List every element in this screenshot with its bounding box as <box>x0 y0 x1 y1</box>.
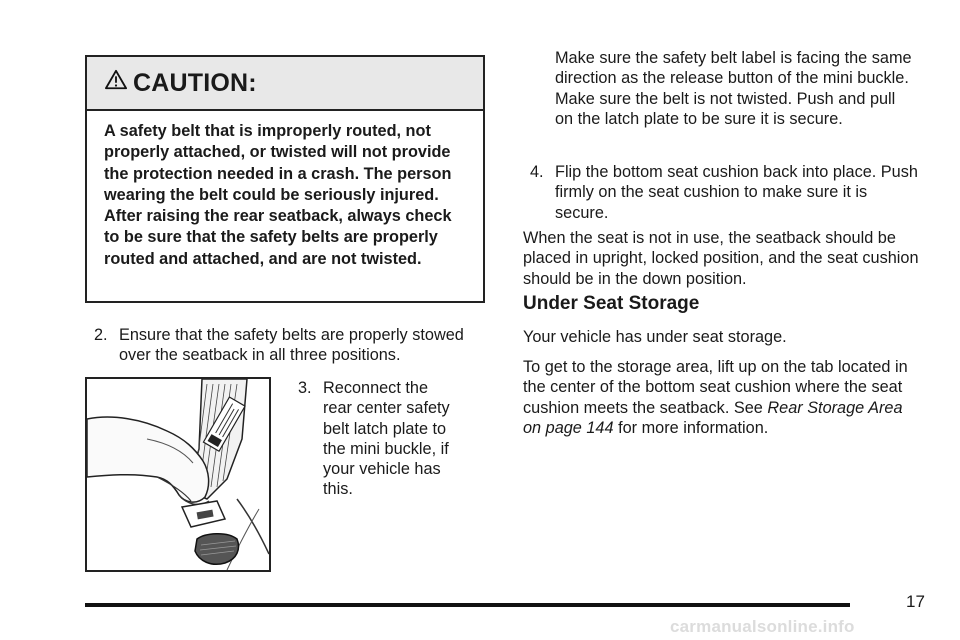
caution-box <box>85 55 485 303</box>
caution-header <box>87 57 483 111</box>
step-4 <box>530 162 925 223</box>
section-heading: Under Seat Storage <box>523 293 700 314</box>
under-seat-text: Your vehicle has under seat storage. <box>523 328 787 346</box>
seat-not-in-use-text: When the seat is not in use, the seatback should be placed in upright, locked position, and the seat cushion should be in the down position. <box>523 229 919 288</box>
step-3-continued: Make sure the safety belt label is facing the same direction as the release button of the mini buckle. Make sure the belt is not twisted. Push and pull on the latch plate to be sure it is secure. <box>555 49 912 128</box>
step-number: 3. <box>298 379 312 397</box>
hand-buckle-illustration <box>87 379 269 570</box>
storage-access-text-start: To get to the storage area, lift up on the tab located in the center of the bottom seat cushion where the seat cushion meets the seatback. See <box>523 358 908 417</box>
page-number: 17 <box>906 592 925 611</box>
step-text: Ensure that the safety belts are properly stowed over the seatback in all three positions. <box>119 326 464 365</box>
step-number: 2. <box>94 326 108 344</box>
step-3 <box>298 378 458 500</box>
storage-access-text <box>523 357 923 438</box>
footer-rule <box>85 603 850 607</box>
storage-access-text-end: for more information. <box>613 418 769 437</box>
caution-text: A safety belt that is improperly routed, not properly attached, or twisted will not provide the protection needed in a crash. The person wearing the belt could be seriously injured. After raising the rear seatback, always check to be sure that the safety belts are properly routed and attached, and are not twisted. <box>104 122 452 268</box>
watermark: carmanualsonline.info <box>670 617 855 636</box>
warning-icon <box>105 69 127 91</box>
step-2 <box>94 325 490 366</box>
step-text: Reconnect the rear center safety belt latch plate to the mini buckle, if your vehicle has this. <box>323 379 450 499</box>
cross-reference-link[interactable]: Rear Storage Area on page 144 <box>523 398 903 437</box>
caution-title: CAUTION: <box>133 68 257 97</box>
seat-belt-illustration <box>85 377 271 572</box>
step-text: Flip the bottom seat cushion back into place. Push firmly on the seat cushion to make sure it is secure. <box>555 163 918 222</box>
step-number: 4. <box>530 163 544 181</box>
